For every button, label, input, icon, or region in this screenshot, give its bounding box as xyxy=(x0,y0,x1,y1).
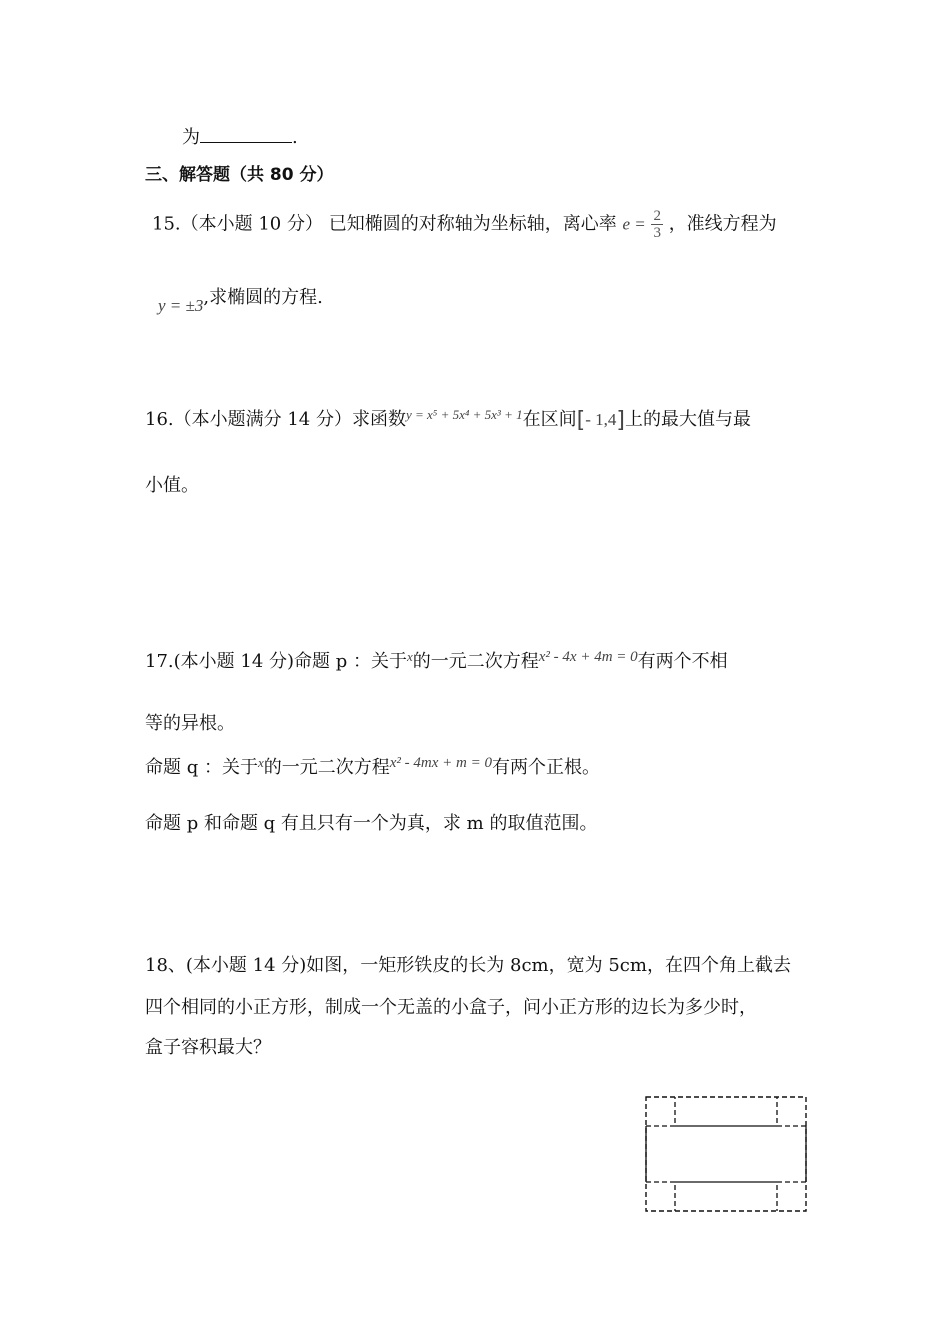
section-heading: 三、解答题（共 80 分） xyxy=(145,165,334,185)
question-15 xyxy=(152,208,777,241)
blank-suffix: . xyxy=(292,127,298,148)
question-16-cont: 小值。 xyxy=(145,475,199,496)
q17-text-mid: 的一元二次方程 xyxy=(412,651,539,672)
q17-text-tail: 有两个不相 xyxy=(637,651,728,672)
q16-text-mid: 在区间 xyxy=(522,409,577,430)
q15-text-tail2: ,求椭圆的方程. xyxy=(203,287,323,308)
q16-function: y = x⁵ + 5x⁴ + 5x³ + 1 xyxy=(405,407,523,422)
question-17-last: 命题 p 和命题 q 有且只有一个为真，求 m 的取值范围。 xyxy=(145,813,598,834)
q15-directrix: y = ±3 xyxy=(158,296,204,315)
q16-interval: - 1,4 xyxy=(585,410,617,429)
answer-blank xyxy=(200,124,292,143)
q17-equation-q: x² - 4mx + m = 0 xyxy=(389,755,492,771)
q17-equation-p: x² - 4x + 4m = 0 xyxy=(538,649,638,665)
q17-variable: x xyxy=(406,649,413,664)
q15-eccentricity: e = xyxy=(622,214,646,234)
question-17-cont: 等的异根。 xyxy=(145,713,235,734)
question-18-line2: 四个相同的小正方形，制成一个无盖的小盒子，问小正方形的边长为多少时， xyxy=(145,997,757,1018)
q17-q-text-tail: 有两个正根。 xyxy=(491,757,600,778)
question-16: 16.（本小题满分 14 分）求函数$^{y = x^5 + 5x^4 + 5x^3 + 1}$在区间[- 1,4]上的最大值与最 xyxy=(145,407,751,433)
question-17-q xyxy=(145,754,600,783)
blank-prefix: 为 xyxy=(182,127,200,148)
question-18-line1: 18、(本小题 14 分)如图，一矩形铁皮的长为 8cm，宽为 5cm，在四个角上截去 xyxy=(145,955,791,976)
question-15-cont xyxy=(158,284,323,315)
q17-q-text-mid: 的一元二次方程 xyxy=(263,757,390,778)
q17-q-variable: x xyxy=(257,755,264,770)
question-17 xyxy=(145,648,728,677)
q15-text: 15.（本小题 10 分） 已知椭圆的对称轴为坐标轴，离心率 xyxy=(152,213,617,235)
fill-blank-line xyxy=(182,124,298,152)
iron-sheet-figure xyxy=(644,1095,808,1213)
question-18-line3: 盒子容积最大？ xyxy=(145,1037,271,1058)
q17-q-text: 命题 q ：关于 xyxy=(145,757,258,778)
q15-fraction: $\frac{2}{3}$ xyxy=(653,208,661,241)
q17-text: 17.(本小题 14 分)命题 p ：关于 xyxy=(145,651,407,672)
q16-text-tail: 上的最大值与最 xyxy=(624,409,751,430)
q15-text-tail: ，准线方程为 xyxy=(668,213,777,235)
q16-text: 16.（本小题满分 14 分）求函数 xyxy=(145,409,406,430)
